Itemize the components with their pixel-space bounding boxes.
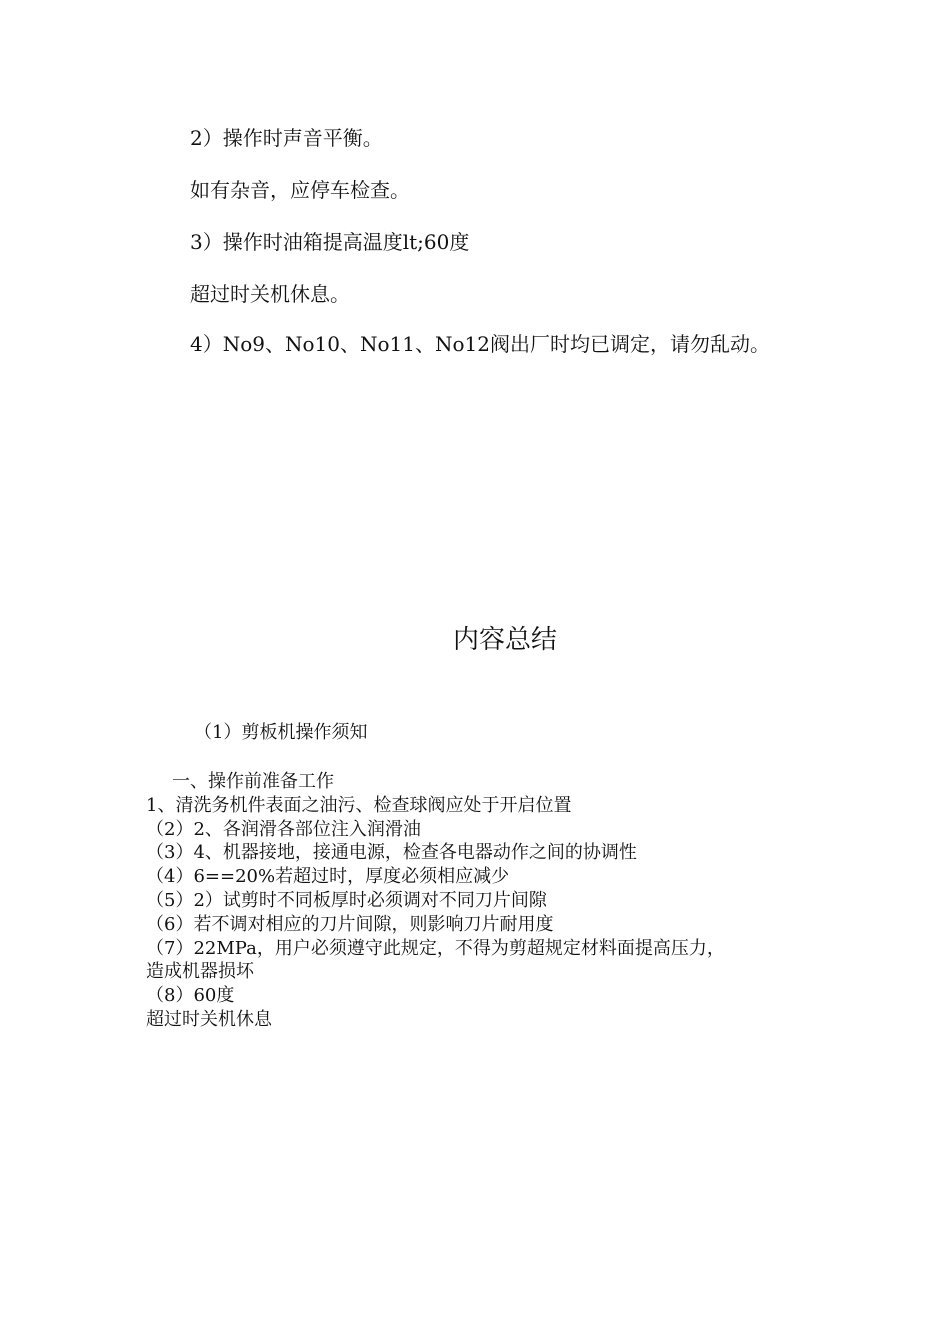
summary-line: 一、操作前准备工作 [172,771,334,792]
paragraph-valves-preset: 4）No9、No10、No11、No12阀出厂时均已调定，请勿乱动。 [190,332,770,356]
paragraph-overheat-rest: 超过时关机休息。 [190,282,350,306]
summary-line: （4）6==20%若超过时，厚度必须相应减少 [146,866,510,888]
paragraph-oil-temperature: 3）操作时油箱提高温度lt;60度 [190,230,470,254]
summary-line: 造成机器损坏 [146,961,254,983]
summary-heading: 内容总结 [452,625,557,655]
summary-line: （7）22MPa，用户必须遵守此规定，不得为剪超规定材料面提高压力， [146,937,725,959]
summary-line: （2）2、各润滑各部位注入润滑油 [146,818,421,840]
summary-line: （6）若不调对相应的刀片间隙，则影响刀片耐用度 [146,913,554,935]
summary-line: （8）60度 [146,985,235,1007]
paragraph-noise-stop: 如有杂音，应停车检查。 [190,178,410,202]
summary-line: 1、清洗务机件表面之油污、检查球阀应处于开启位置 [146,794,572,816]
summary-line: 超过时关机休息 [146,1008,272,1030]
summary-list [146,770,806,1032]
summary-line: （5）2）试剪时不同板厚时必须调对不同刀片间隙 [146,889,547,911]
paragraph-sound-balance: 2）操作时声音平衡。 [190,126,383,150]
summary-subtitle: （1）剪板机操作须知 [194,722,368,743]
summary-line: （3）4、机器接地，接通电源，检查各电器动作之间的协调性 [146,842,637,864]
